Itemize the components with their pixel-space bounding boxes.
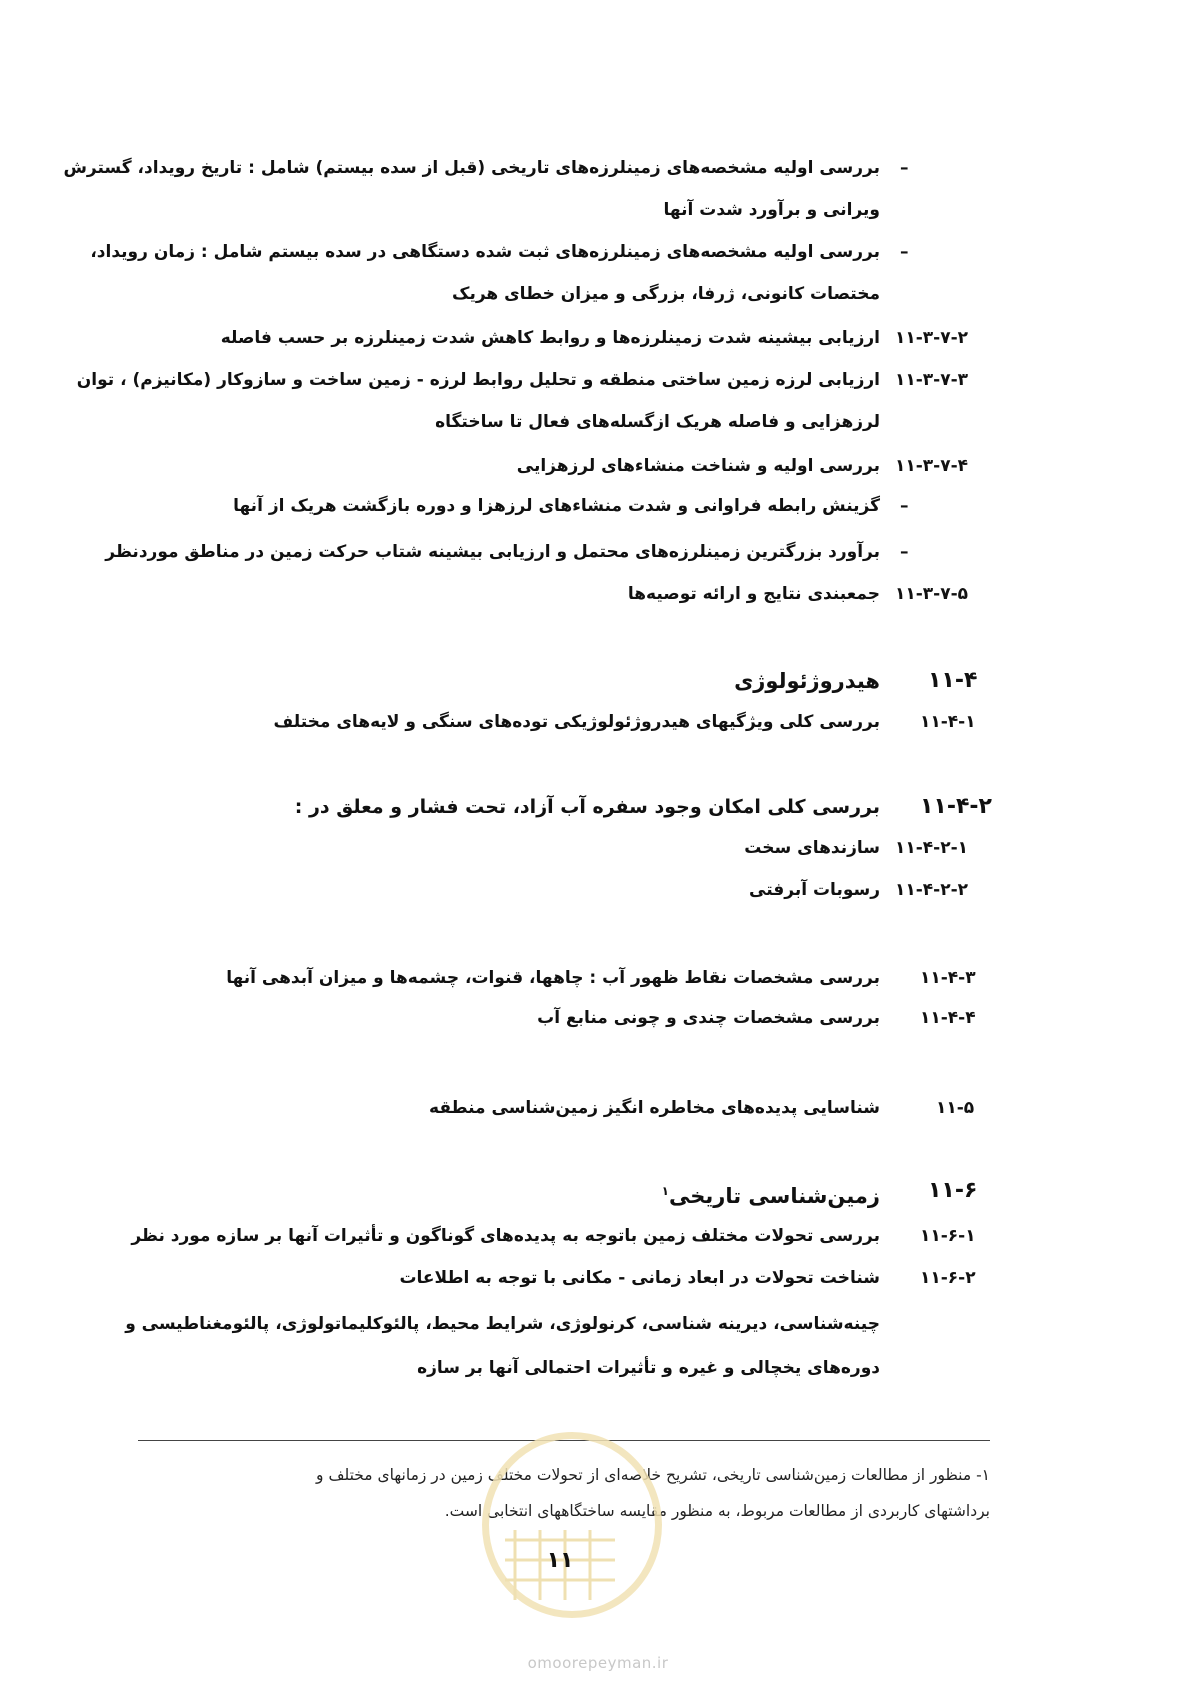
item-number: ۱۱-۴-۳ — [920, 968, 976, 988]
item-number: ۱۱-۴-۲-۱ — [895, 838, 969, 858]
item-number: ۱۱-۳-۷-۵ — [895, 584, 969, 604]
item-text-cont: چینه‌شناسی، دیرینه شناسی، کرنولوژی، شرایط محیط، پالئوکلیماتولوژی، پالئومغناطیسی و — [125, 1314, 880, 1334]
bullet-text-cont: ویرانی و برآورد شدت آنها — [663, 200, 880, 220]
item-text: بررسی مشخصات نقاط ظهور آب : چاهها، قنوات، چشمه‌ها و میزان آبدهی آنها — [226, 968, 880, 988]
watermark-url: omoorepeyman.ir — [527, 1654, 669, 1672]
bullet-text: بررسی اولیه مشخصه‌های زمینلرزه‌های ثبت شده دستگاهی در سده بیستم شامل : زمان رویداد، — [90, 242, 880, 262]
page-number: ۱۱ — [546, 1548, 574, 1573]
section-number: ۱۱-۶ — [928, 1178, 978, 1203]
item-text: ارزیابی لرزه زمین ساختی منطقه و تحلیل روابط لرزه - زمین ساخت و سازوکار (مکانیزم) ، توان — [76, 370, 880, 390]
bullet-text: گزینش رابطه فراوانی و شدت منشاءهای لرزهزا و دوره بازگشت هریک از آنها — [233, 496, 880, 516]
item-text-cont: لرزهزایی و فاصله هریک ازگسله‌های فعال تا ساختگاه — [435, 412, 880, 432]
item-text: شناخت تحولات در ابعاد زمانی - مکانی با توجه به اطلاعات — [399, 1268, 880, 1288]
bullet-dash: – — [900, 242, 909, 262]
bullet-dash: – — [900, 542, 909, 562]
bullet-dash: – — [900, 158, 909, 178]
section-title: هیدروژئولوژی — [734, 669, 880, 693]
item-number: ۱۱-۴-۲-۲ — [895, 880, 969, 900]
item-text: بررسی اولیه و شناخت منشاءهای لرزهزایی — [516, 456, 880, 476]
item-text: بررسی مشخصات چندی و چونی منابع آب — [537, 1008, 880, 1028]
subsection-title: بررسی کلی امکان وجود سفره آب آزاد، تحت فشار و معلق در : — [294, 796, 880, 818]
item-text: جمعبندی نتایج و ارائه توصیه‌ها — [627, 584, 880, 604]
section-number: ۱۱-۵ — [936, 1098, 975, 1118]
item-text: بررسی کلی ویژگیهای هیدروژئولوژیکی توده‌های سنگی و لایه‌های مختلف — [273, 712, 880, 732]
footnote-line: برداشتهای کاربردی از مطالعات مربوط، به منظور مقایسه ساختگاههای انتخابی است. — [444, 1502, 990, 1520]
item-number: ۱۱-۳-۷-۴ — [895, 456, 969, 476]
bullet-text: برآورد بزرگترین زمینلرزه‌های محتمل و ارزیابی بیشینه شتاب حرکت زمین در مناطق موردنظر — [105, 542, 880, 562]
item-number: ۱۱-۳-۷-۳ — [895, 370, 969, 390]
section-title: شناسایی پدیده‌های مخاطره انگیز زمین‌شناسی منطقه — [429, 1098, 880, 1118]
bullet-text: بررسی اولیه مشخصه‌های زمینلرزه‌های تاریخی (قبل از سده بیستم) شامل : تاریخ رویداد، گسترش — [63, 158, 880, 178]
subsection-number: ۱۱-۴-۲ — [920, 794, 992, 819]
item-text: رسوبات آبرفتی — [749, 880, 880, 900]
item-number: ۱۱-۴-۴ — [920, 1008, 976, 1028]
footnote-line: ۱- منظور از مطالعات زمین‌شناسی تاریخی، تشریح خلاصه‌ای از تحولات مختلف زمین در زمانهای مختلف و — [316, 1466, 990, 1484]
item-text-cont: دوره‌های یخچالی و غیره و تأثیرات احتمالی آنها بر سازه — [417, 1358, 880, 1378]
section-number: ۱۱-۴ — [928, 668, 978, 693]
item-text: سازندهای سخت — [744, 838, 880, 858]
item-text: بررسی تحولات مختلف زمین باتوجه به پدیده‌های گوناگون و تأثیرات آنها بر سازه مورد نظر — [131, 1226, 880, 1246]
item-number: ۱۱-۶-۱ — [920, 1226, 976, 1246]
footnote-ref: ۱ — [661, 1184, 669, 1198]
section-title-text: زمین‌شناسی تاریخی — [668, 1184, 880, 1208]
bullet-dash: – — [900, 496, 909, 516]
item-text: ارزیابی بیشینه شدت زمینلرزه‌ها و روابط کاهش شدت زمینلرزه بر حسب فاصله — [220, 328, 880, 348]
section-title — [662, 1176, 880, 1211]
item-number: ۱۱-۴-۱ — [920, 712, 976, 732]
item-number: ۱۱-۶-۲ — [920, 1268, 976, 1288]
item-number: ۱۱-۳-۷-۲ — [895, 328, 969, 348]
bullet-text-cont: مختصات کانونی، ژرفا، بزرگی و میزان خطای هریک — [452, 284, 880, 304]
